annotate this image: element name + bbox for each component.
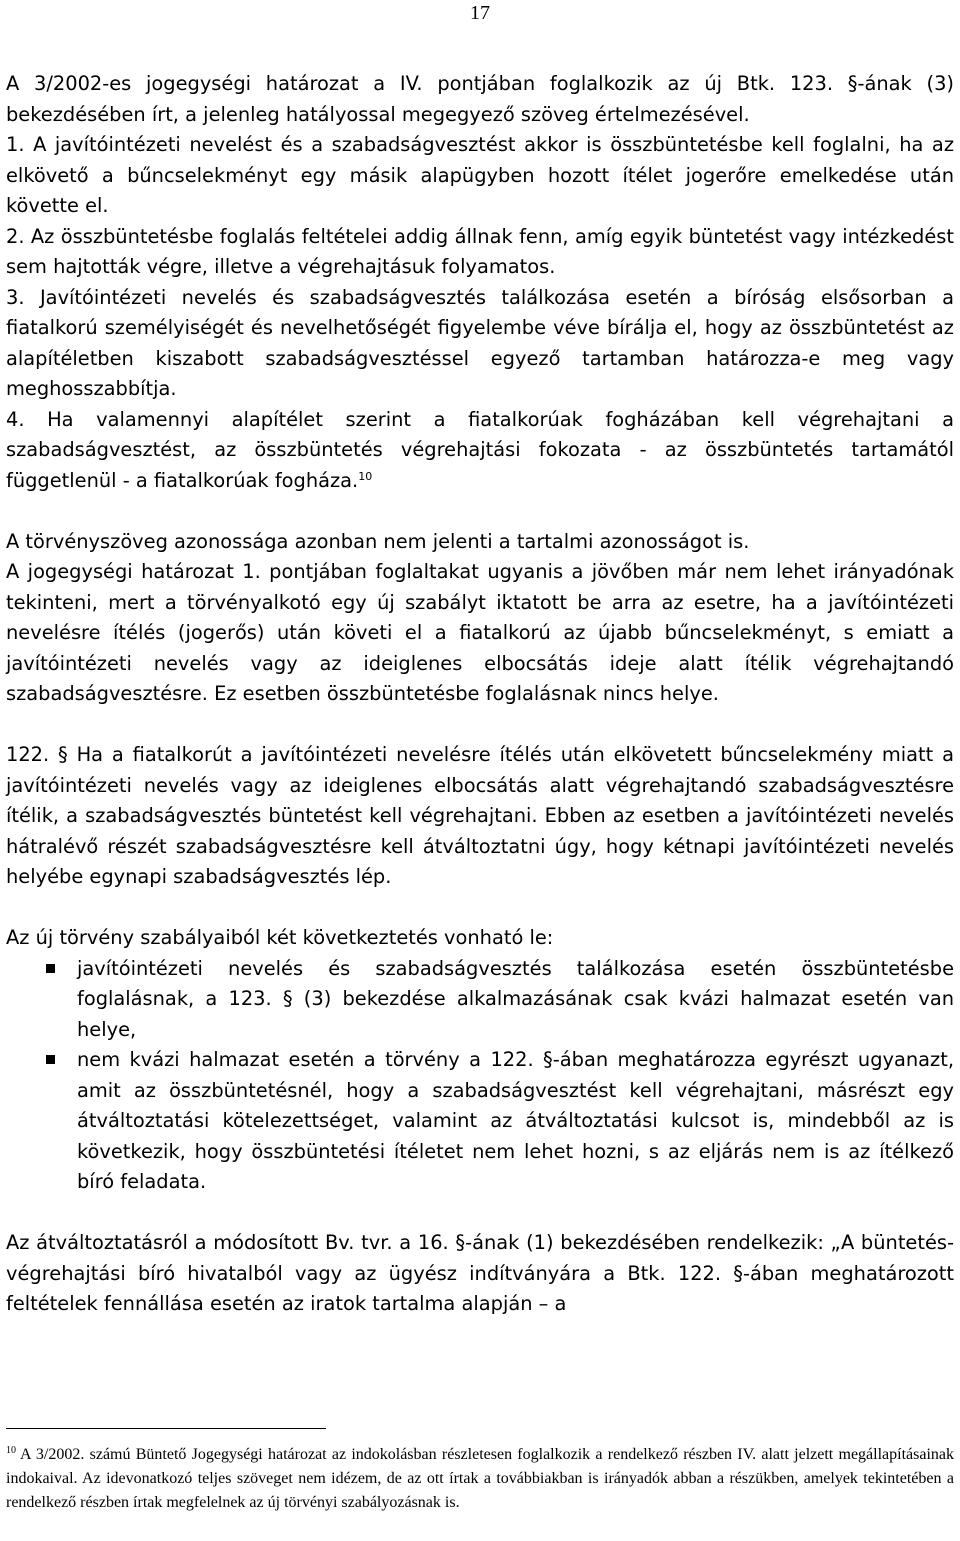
paragraph-jogegysegi: A jogegységi határozat 1. pontjában foglaltakat ugyanis a jövőben már nem lehet irányadónak tekinteni, mert a törvényalkotó egy új szabályt iktatott be arra az esetre, ha a javítóintézeti nevelésre ítélés (jogerős) után követi el a fiatalkorú az újabb bűncselekményt, s emiatt a javítóintézeti nevelés vagy az ideiglenes elbocsátás ideje alatt ítélik végrehajtandó szabadságvesztésre. Ez esetben összbüntetésbe foglalásnak nincs helye.	[6, 560, 954, 705]
paragraph-section-122: 122. § Ha a fiatalkorút a javítóintézeti nevelésre ítélés után elkövetett bűncselekmény miatt a javítóintézeti nevelés vagy az ideiglenes elbocsátás alatt végrehajtandó szabadságvesztésre ítélik, a szabadságvesztés büntetést kell végrehajtani. Ebben az esetben a javítóintézeti nevelés hátralévő részét szabadságvesztésre kell átváltoztatni úgy, hogy kétnapi javítóintézeti nevelés helyébe egynapi szabadságvesztés lép.	[6, 743, 954, 888]
paragraph-point-1: 1. A javítóintézeti nevelést és a szabadságvesztést akkor is összbüntetésbe kell foglalni, ha az elkövető a bűncselekményt egy másik alapügyben hozott ítélet jogerőre emelkedése után követte el.	[6, 133, 954, 217]
page-number: 17	[470, 2, 490, 24]
conclusions-list	[6, 954, 954, 1198]
paragraph-intro: A 3/2002-es jogegységi határozat a IV. pontjában foglalkozik az új Btk. 123. §-ának (3) bekezdésében írt, a jelenleg hatályossal megegyező szöveg értelmezésével.	[6, 72, 954, 126]
paragraph-point-3: 3. Javítóintézeti nevelés és szabadságvesztés találkozása esetén a bíróság elsősorban a fiatalkorú személyiségét és nevelhetőségét figyelembe véve bírálja el, hogy az összbüntetést az alapítéletben kiszabott szabadságvesztéssel egyező tartamban határozza-e meg vagy meghosszabbítja.	[6, 285, 954, 400]
paragraph-conclusions-lead: Az új törvény szabályaiból két következtetés vonható le:	[6, 926, 554, 949]
footnotes	[6, 1428, 954, 1516]
footnote-10	[6, 1439, 954, 1516]
list-item-text: javítóintézeti nevelés és szabadságvesztés találkozása esetén összbüntetésbe foglalásnak, a 123. § (3) bekezdése alkalmazásának csak kvázi halmazat esetén van helye,	[77, 956, 954, 1041]
paragraph-point-2: 2. Az összbüntetésbe foglalás feltételei addig állnak fenn, amíg egyik büntetést vagy intézkedést sem hajtották végre, illetve a végrehajtásuk folyamatos.	[6, 224, 954, 278]
footnote-divider	[6, 1428, 326, 1429]
paragraph-point-4	[6, 405, 954, 497]
paragraph-point-4-text: 4. Ha valamennyi alapítélet szerint a fiatalkorúak fogházában kell végrehajtani a szabadságvesztést, az összbüntetés végrehajtási fokozata - az összbüntetés tartamától függetlenül - a fiatalkorúak fogháza.	[6, 407, 954, 492]
paragraph-bv-tvr: Az átváltoztatásról a módosított Bv. tvr. a 16. §-ának (1) bekezdésében rendelkezik: „A büntetés-végrehajtási bíró hivatalból vagy az ügyész indítványára a Btk. 122. §-ában meghatározott feltételek fennállása esetén az iratok tartalma alapján – a	[6, 1231, 954, 1315]
list-item	[6, 1045, 954, 1198]
footnote-reference[interactable]: 10	[358, 469, 373, 483]
list-item-text: nem kvázi halmazat esetén a törvény a 122. §-ában meghatározza egyrészt ugyanazt, amit az összbüntetésnél, hogy a szabadságvesztést kell végrehajtani, másrészt egy átváltoztatási kötelezettséget, valamint az átváltoztatási kulcsot is, mindebből az is következik, hogy összbüntetési ítéletet nem lehet hozni, s az eljárás nem is az ítélkező bíró feladata.	[77, 1048, 954, 1193]
body-text	[6, 69, 954, 1320]
paragraph-gap	[6, 710, 954, 741]
square-bullet-icon	[46, 1055, 55, 1064]
paragraph-gap	[6, 1198, 954, 1229]
footnote-text: A 3/2002. számú Büntető Jogegységi határozat az indokolásban részletesen foglalkozik a rendelkező részben IV. alatt jelzett megállapításainak indokaival. Az idevonatkozó teljes szöveget nem idézem, de az ott írtak a továbbiakban is irányadók abban a részükben, amelyek tekintetében a rendelkező részben írtak megfelelnek az új törvényi szabályozásnak is.	[6, 1446, 954, 1512]
list-item	[6, 954, 954, 1046]
paragraph-gap	[6, 893, 954, 924]
paragraph-gap	[6, 496, 954, 527]
footnote-marker: 10	[6, 1445, 16, 1456]
square-bullet-icon	[46, 964, 55, 973]
paragraph-text-identity: A törvényszöveg azonossága azonban nem jelenti a tartalmi azonosságot is.	[6, 529, 750, 553]
